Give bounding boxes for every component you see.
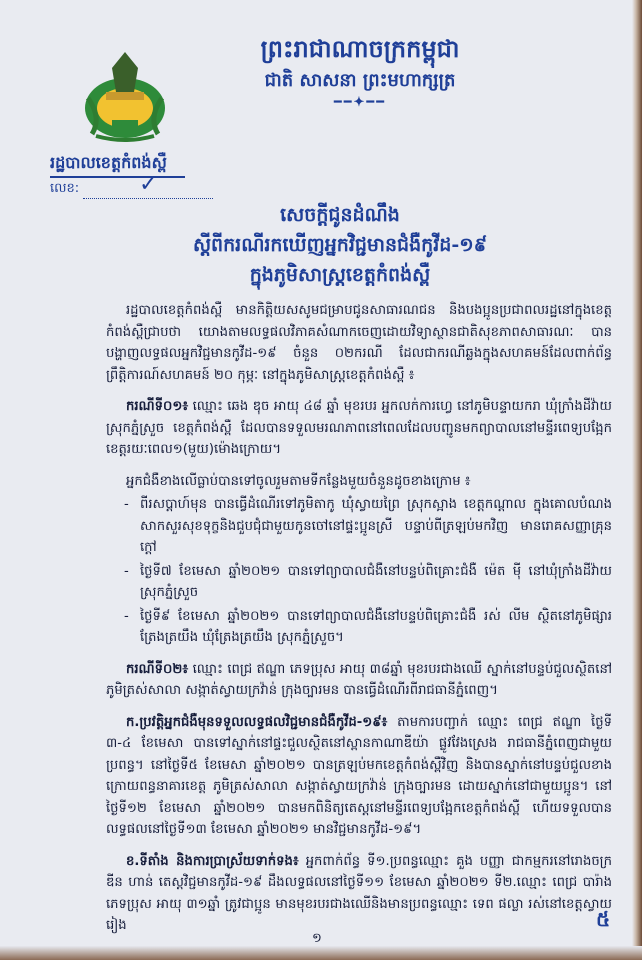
case-2-contacts-text: អ្នកពាក់ព័ន្ធ ទី១.ប្រពន្ធឈ្មោះ គួង បញ្ញា ជាកម្មករនៅរោងចក្រ ឌីន ហាន់ តេស្តវិជ្ជមានកូវីដ-១៩ ដឹងលទ្ធផលនៅថ្ងៃទី១១ ខែមេសា ឆ្នាំ២០២១ ទី២.ឈ្មោះ ពេជ្រ បារ៉ាង ភេទប្រុស អាយុ ៣១ឆ្នាំ ត្រូវជាប្អូន មានមុខរបរជាងឈើនិងមានប្រពន្ធឈ្មោះ ទេព ផល្លា រស់នៅខេត្តស្វាយរៀង [106, 853, 612, 933]
notice-title: សេចក្តីជូនដំណឹង [280, 204, 400, 226]
kingdom-header [200, 34, 520, 110]
case-1-label: ករណីទី០១៖ [126, 399, 189, 414]
intro-paragraph: រដ្ឋបាលខេត្តកំពង់ស្ពឺ មានកិត្តិយសសូមជម្រាបជូនសាធារណជន និងបងប្អូនប្រជាពលរដ្ឋនៅក្នុងខេត្តកំពង់ស្ពឺជ្រាបថា យោងតាមលទ្ធផលវិភាគសំណាកចេញដោយវិទ្យាស្ថានជាតិសុខភាពសាធារណៈ បានបង្ហាញលទ្ធផលអ្នកវិជ្ជមានកូវីដ-១៩ ចំនួន ០២ករណី ដែលជាករណីឆ្លងក្នុងសហគមន៍ដែលពាក់ព័ន្ធព្រឹត្តិការណ៍សហគមន៍ ២០ កុម្ភៈ នៅក្នុងភូមិសាស្ត្រខេត្តកំពង់ស្ពឺ ៖ [106, 303, 612, 383]
case-1-locations [124, 494, 612, 649]
notice-body [106, 300, 612, 947]
kingdom-title: ព្រះរាជាណាចក្រកម្ពុជា [260, 34, 460, 63]
case-1-text: ឈ្មោះ ឆេង ឌុច អាយុ ៤៨ ឆ្នាំ មុខរបរ អ្នកលក់ការហ្វេ នៅភូមិបន្ទាយករា ឃុំក្រាំងដីវ៉ាយ ស្រុកភ្នំស្រួច ខេត្តកំពង់ស្ពឺ ដែលបានទទួលមរណភាពនៅពេលដែលបញ្ជូនមកព្យាបាលនៅមន្ទីរពេទ្យបង្អែកខេត្តរយៈពេល១(មួយ)ម៉ោងក្រោយ។ [106, 399, 612, 457]
page-edge-right [632, 0, 642, 960]
case-1-lead: អ្នកជំងឺខាងលើធ្លាប់បានទៅចូលរួមតាមទីកន្លែងមួយចំនួនដូចខាងក្រោម ៖ [126, 473, 471, 489]
header-flourish: ━━✦━━ [333, 95, 387, 110]
notice-location: ក្នុងភូមិសាស្ត្រខេត្តកំពង់ស្ពឺ [249, 264, 431, 286]
list-item: - ពីរសប្តាហ៍មុន បានធ្វើដំណើរទៅភូមិតាកូ ឃុំស្វាយព្រៃ ស្រុកស្អាង ខេត្តកណ្តាល ក្នុងគោលបំណងសាកសួរសុខទុក្ខនិងជួបជុំជាមួយកូនចៅនៅផ្ទះប្អូនស្រី បន្ទាប់ពីត្រឡប់មកវិញ មានរោគសញ្ញាគ្រុនក្តៅ [124, 494, 612, 559]
case-2-contacts-label: ខ.ទីតាំង និងការប្រាស្រ័យទាក់ទង៖ [126, 853, 299, 869]
case-2-paragraph [106, 659, 612, 702]
reference-blank [83, 172, 213, 199]
reference-label: លេខ: [50, 181, 80, 196]
issuer-underline [50, 176, 185, 178]
case-2-contacts [106, 851, 612, 937]
notice-titles [150, 200, 530, 290]
provincial-emblem-logo [82, 48, 168, 144]
case-2-label: ករណីទី០២៖ [126, 661, 189, 677]
case-2-history-label: ក.ប្រវត្តិអ្នកជំងឺមុនទទួលលទ្ធផលវិជ្ជមានជំងឺកូវីដ-១៩៖ [126, 714, 388, 730]
case-2-history-text: តាមការបញ្ជាក់ ឈ្មោះ ពេជ្រ ឥណ្ឌា ថ្ងៃទី ៣-៤ ខែមេសា បានទៅស្នាក់នៅផ្ទះជួលស្ថិតនៅស្ពានកាណាឌីយ៉ា ផ្លូវវែងស្រេង រាជធានីភ្នំពេញជាមួយប្រពន្ធ។ នៅថ្ងៃទី៥ ខែមេសា ឆ្នាំ២០២១ បានត្រឡប់មកខេត្តកំពង់ស្ពឺវិញ និងបានស្នាក់នៅបន្ទប់ជួលខាងក្រោយពន្ធនាគារខេត្ត ភូមិត្រស់សាលា សង្កាត់ស្វាយក្រវ៉ាន់ ក្រុងច្បារមន ដោយស្នាក់នៅជាមួយប្អូន។ នៅថ្ងៃទី១២ ខែមេសា ឆ្នាំ២០២១ បានមកពិនិត្យតេស្តនៅមន្ទីរពេទ្យបង្អែកខេត្តកំពង់ស្ពឺ ហើយទទួលបានលទ្ធផលនៅថ្ងៃទី១៣ ខែមេសា ឆ្នាំ២០២១ មានវិជ្ជមានកូវីដ-១៩។ [106, 714, 612, 837]
reference-number [50, 172, 213, 199]
corner-number: ៥ [596, 907, 611, 931]
issuer-name: រដ្ឋបាលខេត្តកំពង់ស្ពឺ [50, 153, 167, 172]
list-item: - ថ្ងៃទី៧ ខែមេសា ឆ្នាំ២០២១ បានទៅព្យាបាលជំងឺនៅបន្ទប់ពិគ្រោះជំងឺ ម៉េត ម៉ី នៅឃុំក្រាំងដីវ៉ាយ ស្រុកភ្នំស្រួច [124, 561, 612, 604]
case-2-text: ឈ្មោះ ពេជ្រ ឥណ្ឌា ភេទប្រុស អាយុ ៣៨ឆ្នាំ មុខរបរជាងឈើ ស្នាក់នៅបន្ទប់ជួលស្ថិតនៅភូមិត្រស់សាលា សង្កាត់ស្វាយក្រវ៉ាន់ ក្រុងច្បារមន បានធ្វើដំណើរពីរាជធានីភ្នំពេញ។ [106, 661, 613, 698]
notice-subject: ស្តីពីករណីរកឃើញអ្នកវិជ្ជមានជំងឺកូវីដ-១៩ [192, 234, 488, 256]
case-2-history [106, 712, 612, 841]
list-item: - ថ្ងៃទី៩ ខែមេសា ឆ្នាំ២០២១ បានទៅព្យាបាលជំងឺនៅបន្ទប់ពិគ្រោះជំងឺ រស់ លីម ស្ថិតនៅភូមិផ្សារត្រែងត្រយឹង ឃុំត្រែងត្រយឹង ស្រុកភ្នំស្រួច។ [124, 606, 612, 649]
kingdom-motto: ជាតិ សាសនា ព្រះមហាក្សត្រ [264, 70, 456, 91]
page-number: ១ [312, 931, 322, 946]
case-1-paragraph [106, 396, 612, 461]
checkmark-icon: ✓ [139, 172, 158, 197]
